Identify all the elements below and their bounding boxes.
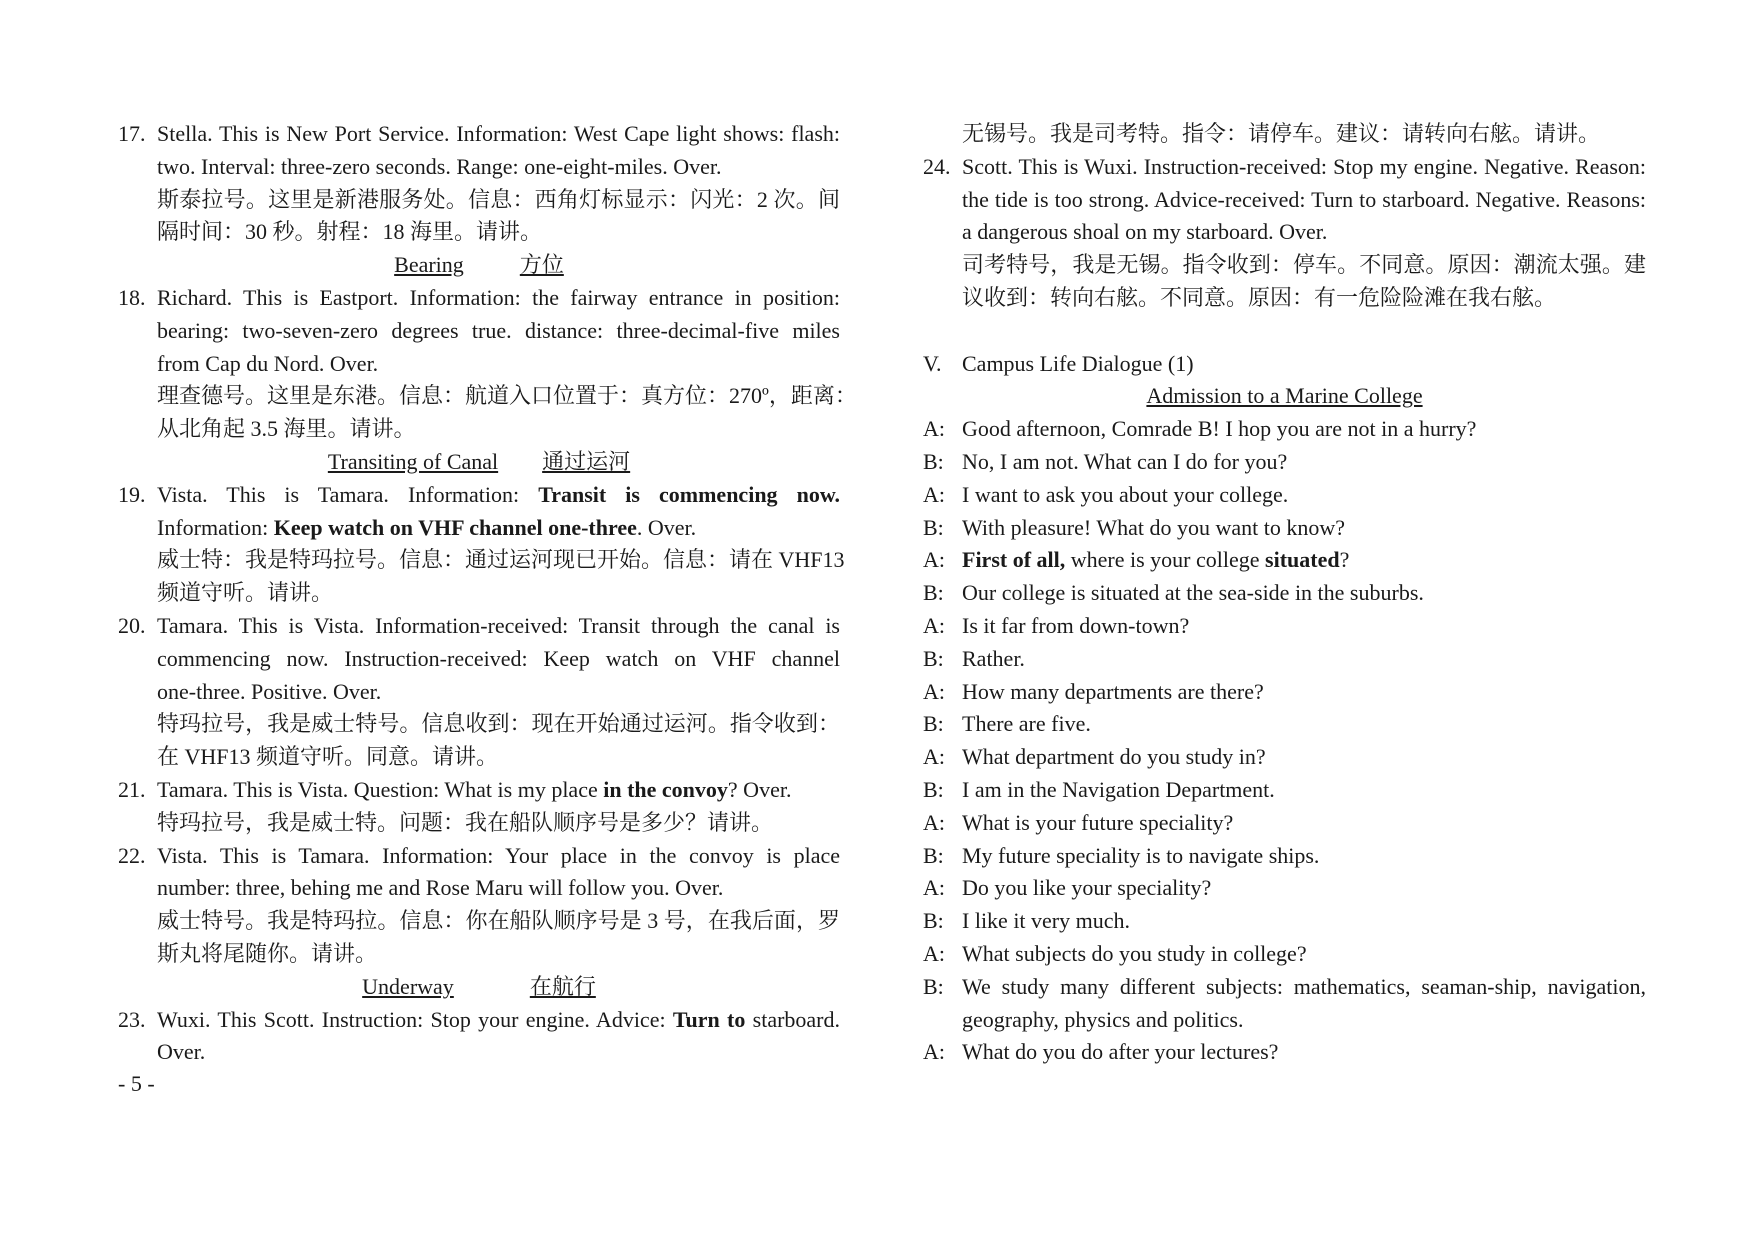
bold-phrase: First of all, [962,547,1066,573]
item-text: Stella. This is New Port Service. Information: West Cape light shows: flash: [157,121,840,146]
dialogue-line [923,676,1646,709]
dialogue-line [923,610,1646,643]
item-23-line-1 [118,1004,840,1037]
item-text [157,512,840,545]
item-text: number: three, behing me and Rose Maru will follow you. Over. [157,875,724,901]
item-24-line-2 [923,184,1646,217]
speaker-label: A: [923,547,945,573]
item-17-line-4 [118,216,840,249]
speaker-label: A: [923,1039,945,1065]
text-segment: ? Over. [727,776,792,802]
item-number: 17. [118,121,146,146]
item-text-zh: 频道守听。请讲。 [157,580,334,606]
dialogue-text: What do you do after your lectures? [962,1039,1279,1065]
section-number: V. [923,350,942,376]
dialogue-line [923,512,1646,545]
dialogue-line [923,643,1646,676]
speaker-label: B: [923,580,944,606]
dialogue-text: What department do you study in? [962,744,1266,770]
spacer [923,315,1646,348]
dialogue-subtitle: Admission to a Marine College [1146,383,1423,409]
dialogue-line [923,741,1646,774]
dialogue-line [923,971,1646,1004]
text-segment: Information: [157,514,269,540]
item-18-line-5 [118,413,840,446]
item-24-line-4 [923,249,1646,282]
section-heading-canal [118,446,840,479]
item-22-line-1 [118,840,840,873]
item-number: 19. [118,481,146,507]
item-text: two. Interval: three-zero seconds. Range: one-eight-miles. Over. [157,153,722,179]
heading-en: Transiting of Canal [327,448,499,474]
dialogue-line [923,544,1646,577]
item-19-line-1 [118,479,840,512]
item-text: a dangerous shoal on my starboard. Over. [962,219,1328,245]
item-text: the tide is too strong. Advice-received: Turn to starboard. Negative. Reasons: [962,186,1646,212]
speaker-label: B: [923,908,944,934]
dialogue-line [923,479,1646,512]
bold-phrase: Transit is commencing now. [538,481,841,507]
speaker-label: A: [923,809,945,835]
dialogue-text: Good afternoon, Comrade B! I hop you are not in a hurry? [962,416,1477,442]
dialogue-line [923,1036,1646,1069]
item-number: 24. [923,153,951,179]
item-18-line-3 [118,348,840,381]
item-18-line-2 [118,315,840,348]
item-text-zh: 特玛拉号，我是威士特号。信息收到：现在开始通过运河。指令收到： [157,711,840,737]
dialogue-text: geography, physics and politics. [962,1006,1244,1032]
item-18-line-4 [118,380,857,413]
dialogue-text: There are five. [962,711,1091,737]
dialogue-line [923,905,1646,938]
item-number: 21. [118,776,146,802]
item-text: Tamara. This is Vista. Information-received: Transit through the canal is [157,612,840,638]
item-text-zh: 无锡号。我是司考特。指令：请停车。建议：请转向右舷。请讲。 [962,121,1601,146]
speaker-label: A: [923,940,945,966]
dialogue-line-continuation [923,1004,1646,1037]
heading-zh: 通过运河 [542,448,631,474]
item-number: 20. [118,612,146,638]
dialogue-line [923,774,1646,807]
dialogue-text: How many departments are there? [962,678,1264,704]
dialogue-text: No, I am not. What can I do for you? [962,448,1288,474]
speaker-label: A: [923,875,945,901]
item-text-zh: 议收到：转向右舷。不同意。原因：有一危险险滩在我右舷。 [962,284,1557,310]
text-segment: starboard. [752,1006,840,1032]
item-20-line-2 [118,643,840,676]
dialogue-text: Our college is situated at the sea-side in the suburbs. [962,580,1424,606]
item-text-zh: 隔时间：30 秒。射程：18 海里。请讲。 [157,219,543,245]
speaker-label: B: [923,973,944,999]
dialogue-text: Is it far from down-town? [962,612,1190,638]
item-text-zh: 威士特：我是特玛拉号。信息：通过运河现已开始。信息：请在 VHF13 [157,547,845,573]
item-22-line-4 [118,938,840,971]
bold-phrase: Keep watch on VHF channel one-three [273,514,637,540]
item-20-line-3 [118,676,840,709]
item-text-zh: 威士特号。我是特玛拉。信息：你在船队顺序号是 3 号，在我后面，罗 [157,908,840,934]
item-19-line-3 [118,544,845,577]
item-number: 23. [118,1006,146,1032]
item-23-line-2 [118,1036,840,1069]
item-text-zh: 斯丸将尾随你。请讲。 [157,940,378,966]
bold-phrase: in the convoy [603,776,728,802]
item-text: Scott. This is Wuxi. Instruction-received: Stop my engine. Negative. Reason: [962,153,1646,179]
heading-zh: 方位 [519,252,564,278]
item-text-zh: 理查德号。这里是东港。信息：航道入口位置于：真方位：270º，距离： [157,383,857,409]
bold-phrase: situated [1265,547,1340,573]
item-21-line-1 [118,774,840,807]
text-segment: Tamara. This is Vista. Question: What is my place [157,776,598,802]
item-19-line-2 [118,512,840,545]
text-segment: . Over. [636,514,697,540]
speaker-label: B: [923,448,944,474]
item-text-zh: 斯泰拉号。这里是新港服务处。信息：西角灯标显示：闪光：2 次。间 [157,186,840,212]
bold-phrase: Turn to [672,1006,746,1032]
dialogue-text [962,544,1646,577]
speaker-label: A: [923,612,945,638]
item-text [157,1004,840,1037]
item-text: Over. [157,1039,206,1065]
dialogue-line [923,577,1646,610]
heading-en: Bearing [394,252,464,278]
text-segment: ? [1339,547,1350,573]
dialogue-text: Rather. [962,645,1025,671]
text-segment: where is your college [1065,547,1266,573]
dialogue-text: Do you like your speciality? [962,875,1212,901]
item-text-zh: 特玛拉号，我是威士特。问题：我在船队顺序号是多少？请讲。 [157,809,774,835]
item-24-line-3 [923,216,1646,249]
item-23-continuation [923,118,1646,151]
dialogue-line [923,872,1646,905]
item-20-line-1 [118,610,840,643]
dialogue-text: We study many different subjects: mathematics, seaman-ship, navigation, [962,973,1646,999]
item-text-zh: 在 VHF13 频道守听。同意。请讲。 [157,744,499,770]
item-text: from Cap du Nord. Over. [157,350,379,376]
dialogue-text: I am in the Navigation Department. [962,776,1275,802]
item-22-line-3 [118,905,840,938]
item-18-line-1 [118,282,840,315]
section-heading-bearing [118,249,840,282]
speaker-label: B: [923,711,944,737]
dialogue-line [923,446,1646,479]
item-24-line-1 [923,151,1646,184]
item-21-line-2 [118,807,840,840]
item-17-line-1 [118,118,840,151]
item-20-line-4 [118,708,840,741]
item-number: 18. [118,284,146,310]
speaker-label: B: [923,776,944,802]
item-text: bearing: two-seven-zero degrees true. distance: three-decimal-five miles [157,317,840,343]
dialogue-text: I like it very much. [962,908,1131,934]
dialogue-line [923,840,1646,873]
item-22-line-2 [118,872,840,905]
speaker-label: B: [923,842,944,868]
section-heading-underway [118,971,840,1004]
item-text: one-three. Positive. Over. [157,678,382,704]
item-24-line-5 [923,282,1646,315]
speaker-label: B: [923,645,944,671]
dialogue-text: What subjects do you study in college? [962,940,1307,966]
section-title: Campus Life Dialogue (1) [962,350,1194,376]
dialogue-line [923,708,1646,741]
dialogue-text: What is your future speciality? [962,809,1234,835]
item-text [157,479,840,512]
item-20-line-5 [118,741,840,774]
dialogue-line [923,807,1646,840]
speaker-label: A: [923,744,945,770]
section-5-title [923,348,1646,381]
dialogue-line [923,938,1646,971]
heading-en: Underway [362,973,454,999]
item-text: Richard. This is Eastport. Information: the fairway entrance in position: [157,284,840,310]
dialogue-text: My future speciality is to navigate ships. [962,842,1320,868]
speaker-label: A: [923,481,945,507]
item-text-zh: 从北角起 3.5 海里。请讲。 [157,416,416,442]
speaker-label: B: [923,514,944,540]
item-17-line-2 [118,151,840,184]
section-5-subtitle [923,380,1646,413]
dialogue-text: With pleasure! What do you want to know? [962,514,1346,540]
text-segment: Wuxi. This Scott. Instruction: Stop your engine. Advice: [157,1006,666,1032]
item-text [157,774,840,807]
left-column [118,118,857,1069]
speaker-label: A: [923,678,945,704]
item-text-zh: 司考特号，我是无锡。指令收到：停车。不同意。原因：潮流太强。建 [962,252,1646,278]
right-column [923,118,1646,1069]
speaker-label: A: [923,416,945,442]
text-segment: Vista. This is Tamara. Information: [157,481,520,507]
heading-zh: 在航行 [529,973,596,999]
item-17-line-3 [118,184,840,217]
item-text: commencing now. Instruction-received: Keep watch on VHF channel [157,645,840,671]
dialogue-line [923,413,1646,446]
dialogue-text: I want to ask you about your college. [962,481,1289,507]
item-text: Vista. This is Tamara. Information: Your place in the convoy is place [157,842,840,868]
page-number: - 5 - [118,1071,155,1096]
item-19-line-4 [118,577,840,610]
item-number: 22. [118,842,146,868]
